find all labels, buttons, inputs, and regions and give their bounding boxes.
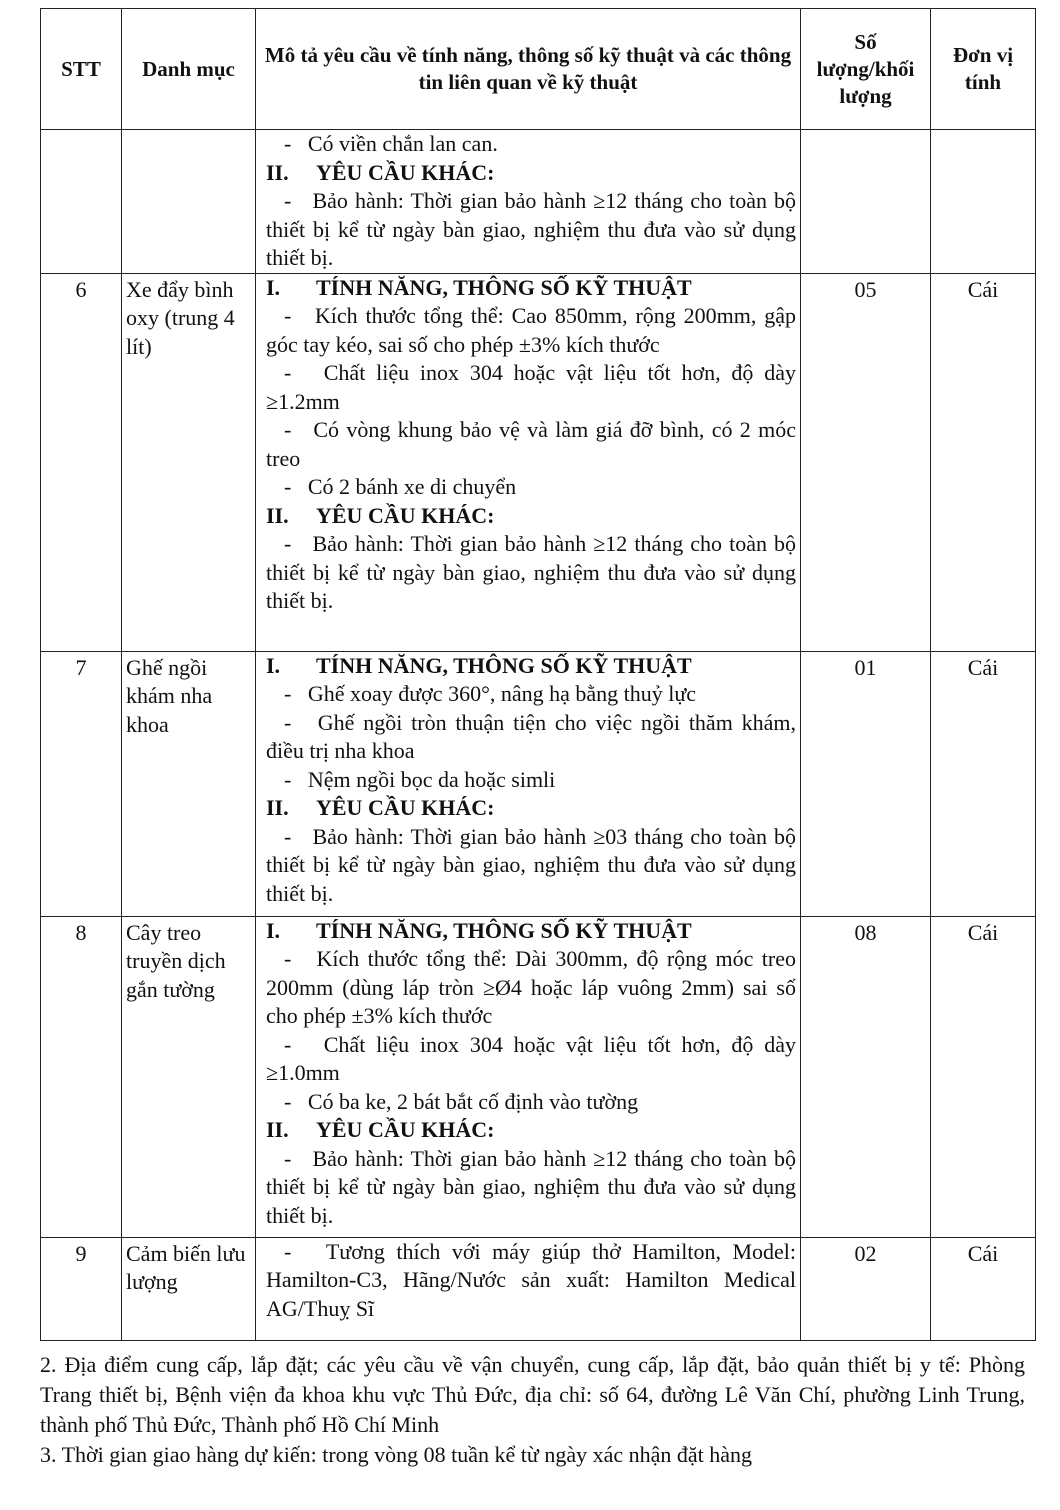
- cell-unit: Cái: [931, 651, 1036, 916]
- cell-category: Ghế ngồi khám nha khoa: [122, 651, 256, 916]
- section-heading: [266, 502, 796, 531]
- cell-description: [256, 1237, 801, 1340]
- cell-stt: 7: [41, 651, 122, 916]
- section-heading: [266, 794, 796, 823]
- warranty-text: - Bảo hành: Thời gian bảo hành ≥03 tháng cho toàn bộ thiết bị kể từ ngày bàn giao, nghiệm thu đưa vào sử dụng thiết bị.: [266, 823, 796, 909]
- note-delivery-location: 2. Địa điểm cung cấp, lắp đặt; các yêu cầu về vận chuyển, cung cấp, lắp đặt, bảo quản thiết bị y tế: Phòng Trang thiết bị, Bệnh viện đa khoa khu vực Thủ Đức, địa chỉ: số 64, đường Lê Văn Chí, phường Linh Trung, thành phố Thủ Đức, Thành phố Hồ Chí Minh: [40, 1352, 1025, 1437]
- section-heading: [266, 917, 796, 946]
- cell-quantity: 08: [801, 916, 931, 1237]
- spec-bullet: - Tương thích với máy giúp thở Hamilton, Model: Hamilton-C3, Hãng/Nước sản xuất: Hamilton Medical AG/Thuỵ Sĩ: [266, 1238, 796, 1324]
- section-heading: [266, 159, 796, 188]
- cell-description: [256, 916, 801, 1237]
- footer-notes: [40, 1350, 1025, 1470]
- header-quantity: Số lượng/khối lượng: [801, 9, 931, 130]
- cell-category: Cây treo truyền dịch gắn tường: [122, 916, 256, 1237]
- header-unit: Đơn vị tính: [931, 9, 1036, 130]
- section-number: II.: [266, 795, 289, 820]
- section-title: YÊU CẦU KHÁC:: [316, 1117, 495, 1142]
- section-title: TÍNH NĂNG, THÔNG SỐ KỸ THUẬT: [316, 274, 692, 300]
- spec-bullet: - Chất liệu inox 304 hoặc vật liệu tốt hơn, độ dày ≥1.0mm: [266, 1031, 796, 1088]
- cell-category: [122, 130, 256, 274]
- cell-unit: [931, 130, 1036, 274]
- equipment-spec-table: [40, 8, 1036, 1341]
- note-delivery-time: 3. Thời gian giao hàng dự kiến: trong vòng 08 tuần kể từ ngày xác nhận đặt hàng: [40, 1442, 753, 1467]
- spec-bullet: - Ghế ngồi tròn thuận tiện cho việc ngồi thăm khám, điều trị nha khoa: [266, 709, 796, 766]
- section-title: YÊU CẦU KHÁC:: [316, 795, 495, 820]
- section-number: II.: [266, 159, 289, 185]
- cell-stt: [41, 130, 122, 274]
- cell-description: [256, 651, 801, 916]
- cell-quantity: 01: [801, 651, 931, 916]
- section-heading: [266, 652, 796, 681]
- header-stt: STT: [41, 9, 122, 130]
- cell-category: Xe đẩy bình oxy (trung 4 lít): [122, 273, 256, 651]
- cell-unit: Cái: [931, 273, 1036, 651]
- cell-quantity: 05: [801, 273, 931, 651]
- table-row: [41, 273, 1036, 651]
- spec-bullet: - Nệm ngồi bọc da hoặc simli: [266, 766, 796, 795]
- section-number: I.: [266, 917, 281, 943]
- cell-description: [256, 130, 801, 274]
- spec-bullet: - Có vòng khung bảo vệ và làm giá đỡ bình, có 2 móc treo: [266, 416, 796, 473]
- section-number: II.: [266, 502, 289, 528]
- cell-stt: 9: [41, 1237, 122, 1340]
- table-row-continuation: [41, 130, 1036, 274]
- spec-bullet: - Kích thước tổng thể: Cao 850mm, rộng 200mm, gập góc tay kéo, sai số cho phép ±3% kích thước: [266, 302, 796, 359]
- section-heading: [266, 1116, 796, 1145]
- header-description: Mô tả yêu cầu về tính năng, thông số kỹ thuật và các thông tin liên quan về kỹ thuật: [256, 9, 801, 130]
- section-number: II.: [266, 1117, 289, 1142]
- cell-description: [256, 273, 801, 651]
- cell-unit: Cái: [931, 1237, 1036, 1340]
- table-header-row: [41, 9, 1036, 130]
- section-title: TÍNH NĂNG, THÔNG SỐ KỸ THUẬT: [316, 917, 692, 943]
- cell-unit: Cái: [931, 916, 1036, 1237]
- table-row: [41, 916, 1036, 1237]
- section-title: YÊU CẦU KHÁC:: [316, 502, 495, 528]
- warranty-text: - Bảo hành: Thời gian bảo hành ≥12 tháng cho toàn bộ thiết bị kể từ ngày bàn giao, nghiệm thu đưa vào sử dụng thiết bị.: [266, 187, 796, 273]
- cell-stt: 6: [41, 273, 122, 651]
- spec-bullet: - Có ba ke, 2 bát bắt cố định vào tường: [266, 1088, 796, 1117]
- table-row: [41, 651, 1036, 916]
- section-title: TÍNH NĂNG, THÔNG SỐ KỸ THUẬT: [316, 652, 692, 678]
- cell-stt: 8: [41, 916, 122, 1237]
- section-title: YÊU CẦU KHÁC:: [316, 159, 495, 185]
- spec-bullet: - Chất liệu inox 304 hoặc vật liệu tốt hơn, độ dày ≥1.2mm: [266, 359, 796, 416]
- spec-bullet: - Kích thước tổng thể: Dài 300mm, độ rộng móc treo 200mm (dùng láp tròn ≥Ø4 hoặc láp vuông 2mm) sai số cho phép ±3% kích thước: [266, 945, 796, 1031]
- section-number: I.: [266, 652, 281, 678]
- cell-quantity: 02: [801, 1237, 931, 1340]
- section-number: I.: [266, 274, 281, 300]
- spec-bullet: - Có 2 bánh xe di chuyển: [266, 473, 796, 502]
- cell-category: Cảm biến lưu lượng: [122, 1237, 256, 1340]
- table-row: [41, 1237, 1036, 1340]
- spec-bullet: - Có viền chắn lan can.: [266, 130, 796, 159]
- header-category: Danh mục: [122, 9, 256, 130]
- section-heading: [266, 274, 796, 303]
- warranty-text: - Bảo hành: Thời gian bảo hành ≥12 tháng cho toàn bộ thiết bị kể từ ngày bàn giao, nghiệm thu đưa vào sử dụng thiết bị.: [266, 530, 796, 616]
- document-page: [40, 8, 1035, 1341]
- warranty-text: - Bảo hành: Thời gian bảo hành ≥12 tháng cho toàn bộ thiết bị kể từ ngày bàn giao, nghiệm thu đưa vào sử dụng thiết bị.: [266, 1145, 796, 1231]
- spec-bullet: - Ghế xoay được 360°, nâng hạ bằng thuỷ lực: [266, 680, 796, 709]
- cell-quantity: [801, 130, 931, 274]
